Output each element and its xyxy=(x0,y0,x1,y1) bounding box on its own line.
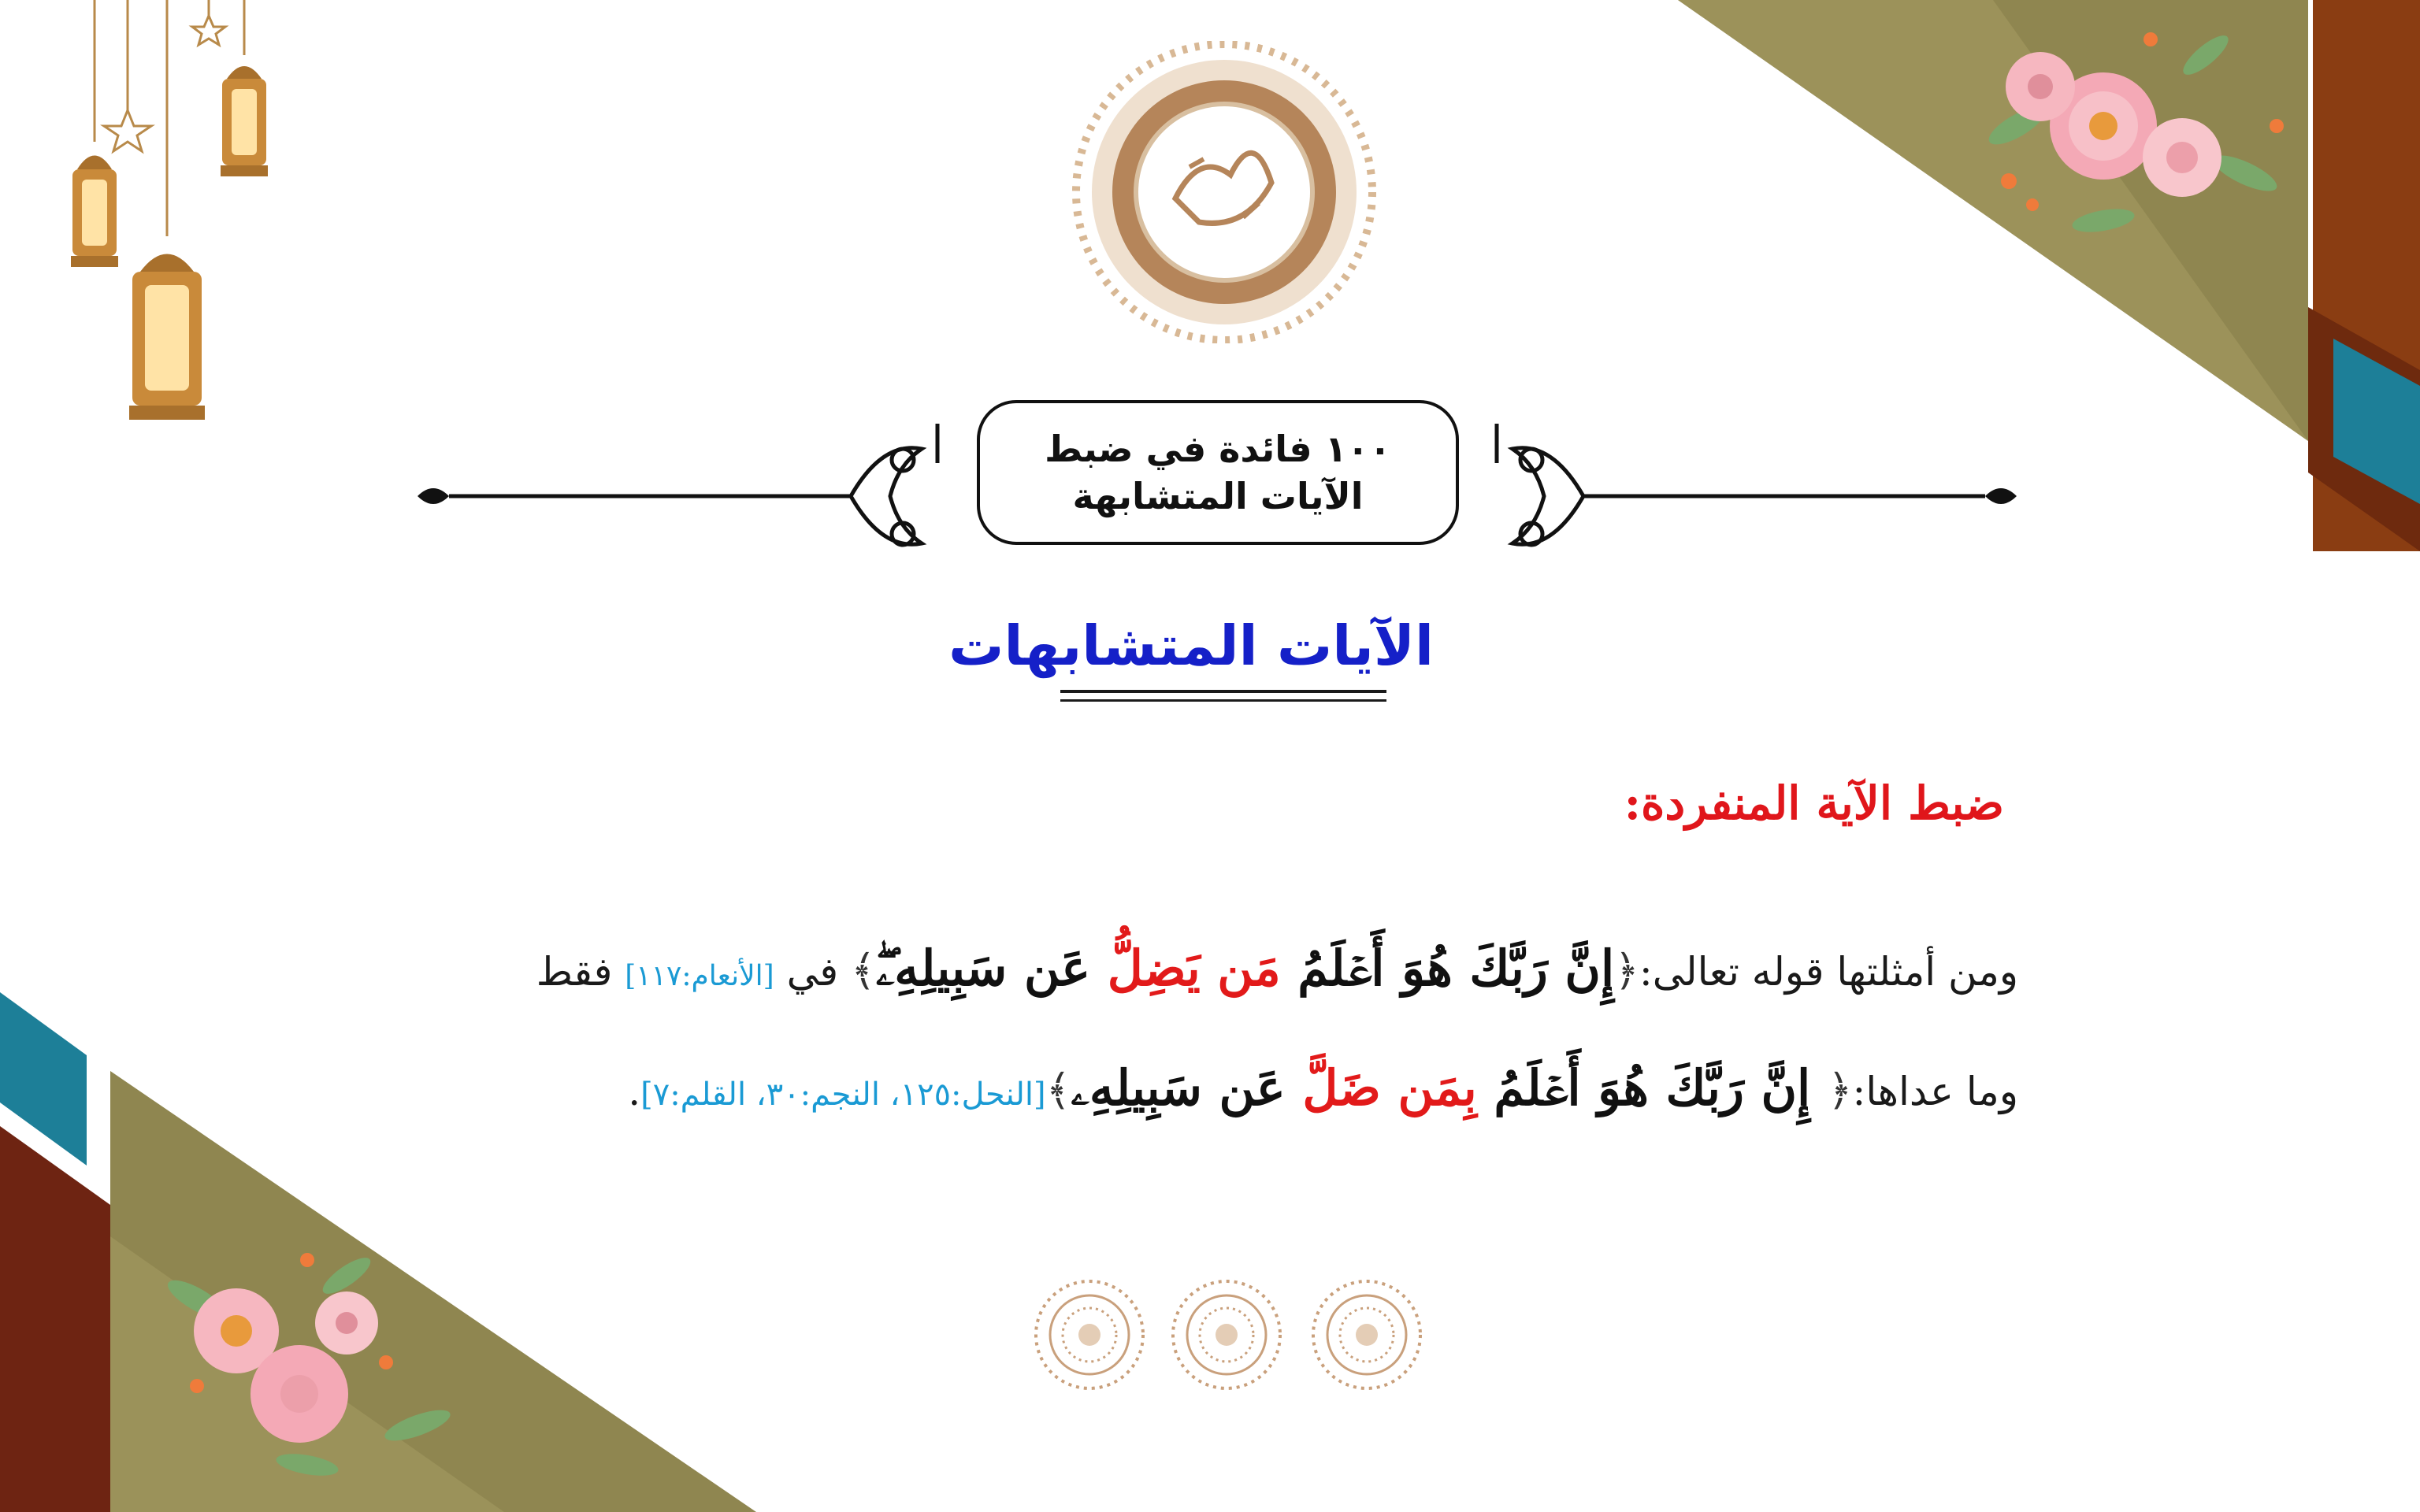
hanging-lanterns xyxy=(47,0,307,441)
section-title: الآيات المتشابهات xyxy=(948,613,1434,678)
verse-reference: [النحل:١٢٥، النجم:٣٠، القلم:٧] xyxy=(640,1077,1046,1113)
header-title-box xyxy=(977,400,1459,545)
verse-text: عَن سَبِيلِهِۦۖ xyxy=(875,939,1108,997)
paragraph-line-1 xyxy=(536,931,2018,1014)
mandala-icon xyxy=(1169,1277,1284,1392)
connector-text: في xyxy=(774,949,852,995)
verse-highlight: بِمَن ضَلَّ xyxy=(1302,1059,1477,1117)
verse-bracket-close: ﴾ xyxy=(1045,1065,1071,1115)
title-underline xyxy=(1060,699,1386,702)
intro-text: وما عداها: xyxy=(1852,1069,2018,1114)
scroll-flourish-icon xyxy=(1481,408,2025,550)
ending-text: . xyxy=(628,1069,641,1114)
verse-bracket-open: ﴿ xyxy=(1827,1065,1853,1115)
verse-text: عَن سَبِيلِهِۦ xyxy=(1071,1059,1303,1117)
header-title-line-1: ١٠٠ فائدة في ضبط xyxy=(1045,428,1391,470)
calligraphy-medallion-icon xyxy=(1065,41,1383,343)
quran-verse xyxy=(876,939,1615,997)
verse-text: إِنَّ رَبَّكَ هُوَ أَعۡلَمُ xyxy=(1280,939,1615,997)
scroll-flourish-icon xyxy=(410,408,953,550)
verse-bracket-open: ﴿ xyxy=(1614,946,1639,995)
paragraph-line-2 xyxy=(628,1051,2018,1132)
ending-text: فقط xyxy=(536,949,625,995)
mandala-icon xyxy=(1032,1277,1147,1392)
mandala-icon xyxy=(1309,1277,1424,1392)
hanging-lantern-icon xyxy=(129,254,205,421)
title-underline xyxy=(1060,690,1386,693)
dark-brown-wedge xyxy=(0,1126,110,1512)
intro-text: ومن أمثلتها قوله تعالى: xyxy=(1639,949,2018,995)
rose-bouquet-icon xyxy=(1946,8,2308,252)
verse-bracket-close: ﴾ xyxy=(851,946,876,995)
header-title-line-2: الآيات المتشابهة xyxy=(1072,475,1364,517)
quran-verse xyxy=(1071,1059,1828,1117)
hanging-lantern-icon xyxy=(71,156,118,268)
verse-text: إِنَّ رَبَّكَ هُوَ أَعۡلَمُ xyxy=(1476,1059,1828,1117)
verse-reference: [الأنعام:١١٧] xyxy=(625,960,774,992)
star-icon xyxy=(104,16,225,151)
hanging-lantern-icon xyxy=(221,66,268,176)
rose-bouquet-icon xyxy=(150,1228,481,1488)
verse-highlight: مَن يَضِلُّ xyxy=(1107,939,1281,997)
subheading: ضبط الآية المنفردة: xyxy=(1624,776,2004,830)
